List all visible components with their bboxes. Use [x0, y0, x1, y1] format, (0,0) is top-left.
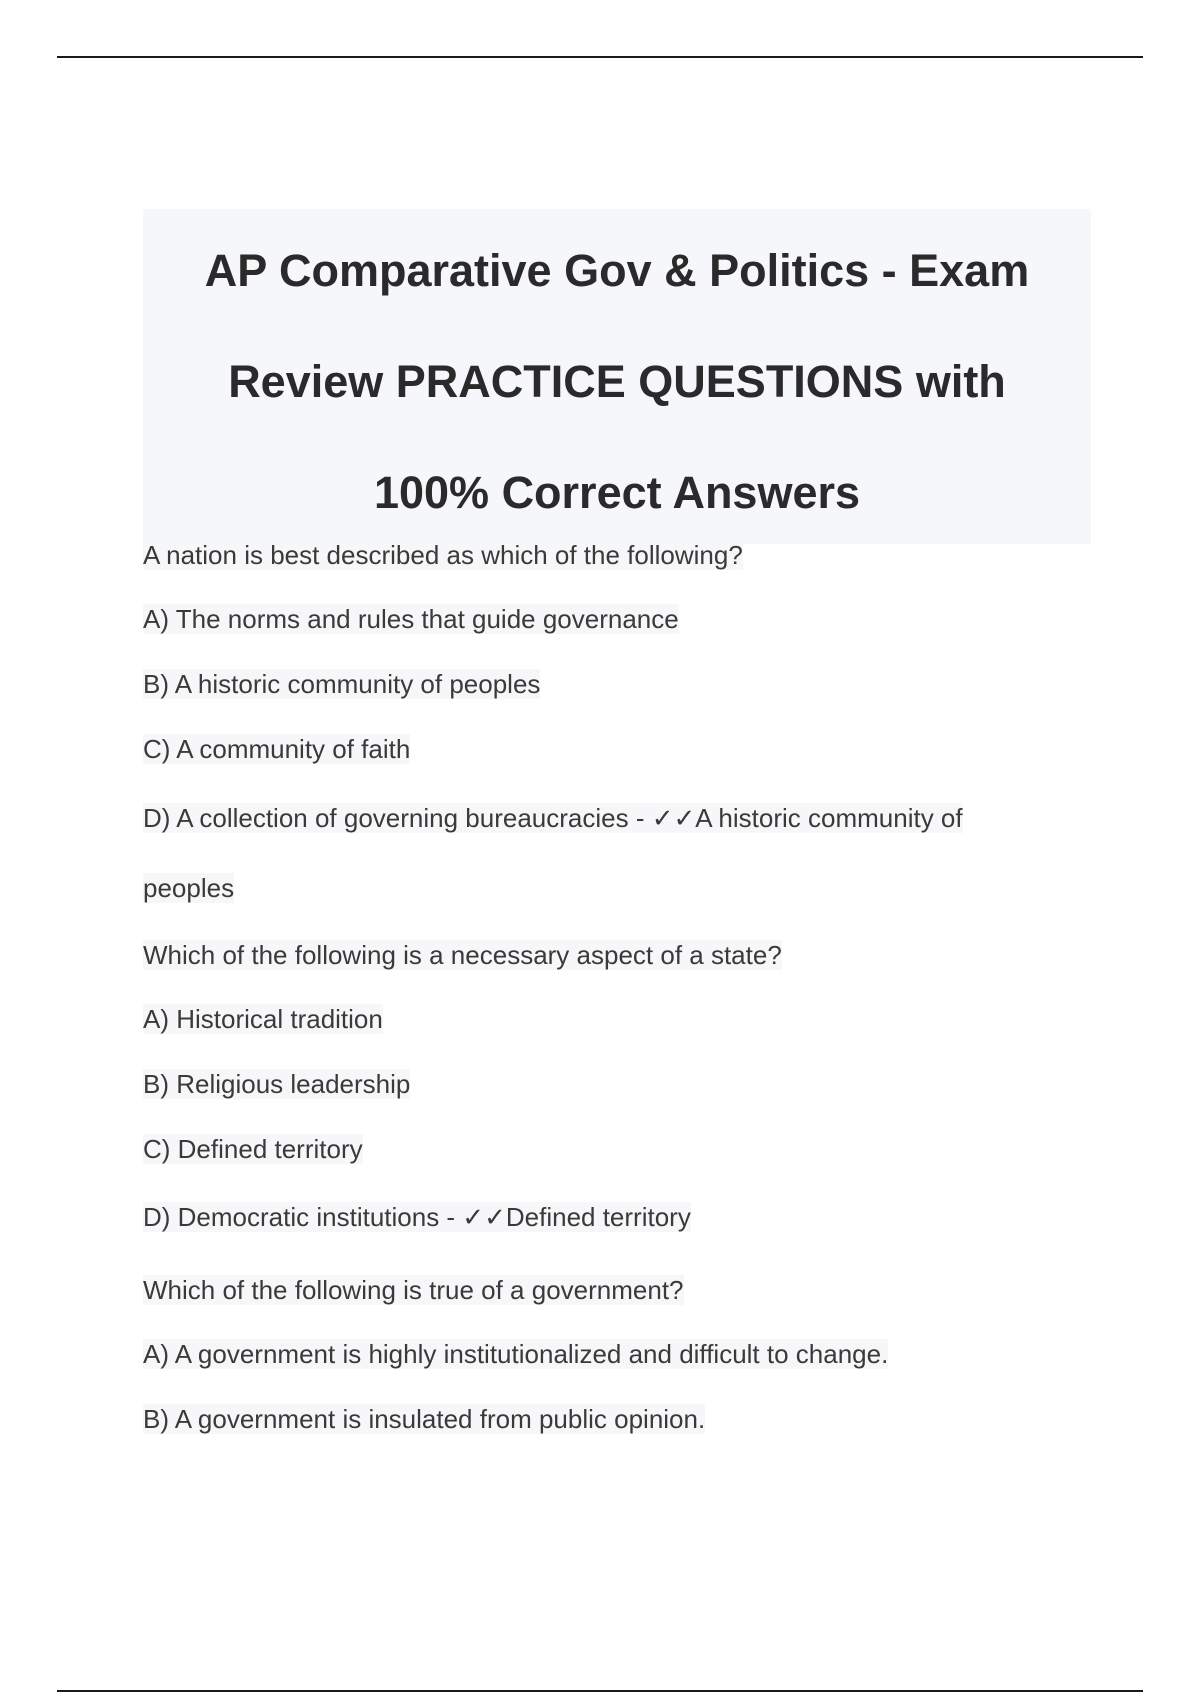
answer-option: A) A government is highly institutionalized and difficult to change. — [143, 1339, 889, 1369]
bottom-rule — [57, 1690, 1143, 1692]
answer-option: B) A government is insulated from public opinion. — [143, 1404, 706, 1434]
question-text: Which of the following is a necessary aspect of a state? — [143, 940, 782, 970]
question-text: Which of the following is true of a government? — [143, 1275, 684, 1305]
answer-option-with-key: D) A collection of governing bureaucracies - ✓✓A historic community of — [143, 803, 963, 833]
title-line-1: AP Comparative Gov & Politics - Exam — [204, 245, 1030, 296]
answer-option: C) Defined territory — [143, 1134, 363, 1164]
answer-option-with-key: D) Democratic institutions - ✓✓Defined territory — [143, 1202, 691, 1232]
answer-option: A) The norms and rules that guide governance — [143, 604, 679, 634]
title-line-3: 100% Correct Answers — [373, 467, 861, 518]
answer-option: B) Religious leadership — [143, 1069, 411, 1099]
title-line-2: Review PRACTICE QUESTIONS with — [228, 356, 1006, 407]
question-text: A nation is best described as which of the following? — [143, 540, 743, 570]
answer-key-continuation: peoples — [143, 873, 235, 903]
answer-option: A) Historical tradition — [143, 1004, 383, 1034]
answer-option: B) A historic community of peoples — [143, 669, 541, 699]
top-rule — [57, 56, 1143, 58]
document-title — [143, 209, 1091, 544]
answer-option: C) A community of faith — [143, 734, 411, 764]
